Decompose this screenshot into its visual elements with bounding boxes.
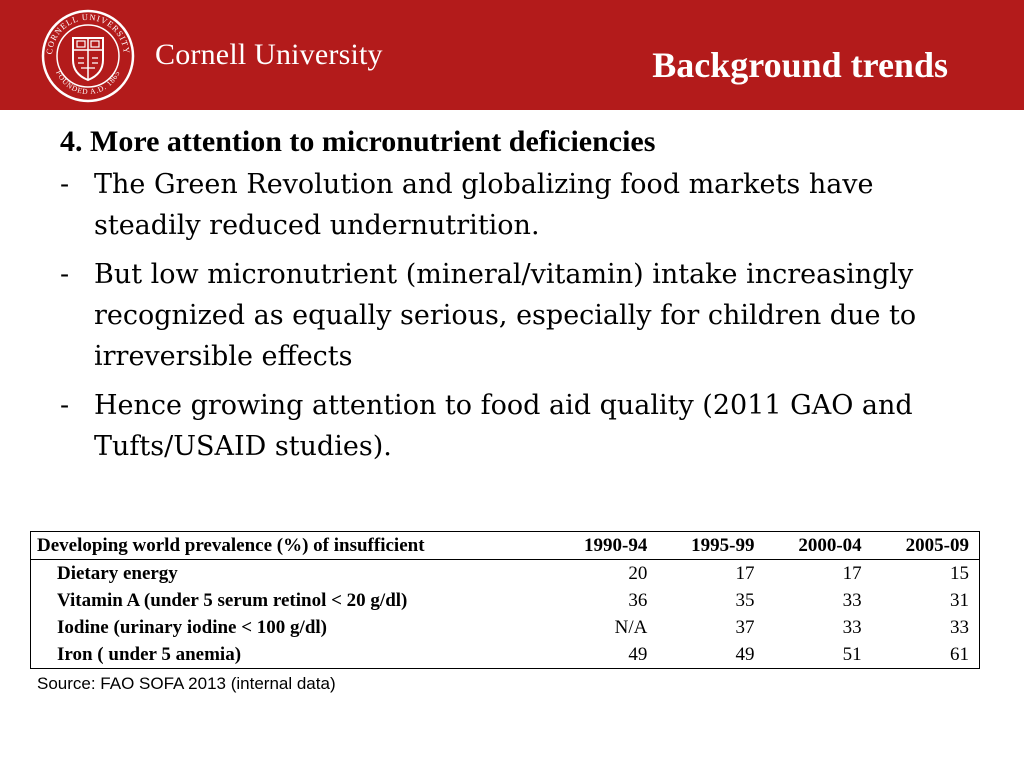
row-label: Iodine (urinary iodine < 100 g/dl)	[57, 617, 327, 638]
table-row	[31, 614, 980, 641]
row-label: Vitamin A (under 5 serum retinol < 20 g/dl)	[57, 590, 408, 611]
table-cell: 36	[628, 590, 648, 611]
svg-text:CORNELL UNIVERSITY: CORNELL UNIVERSITY	[43, 11, 133, 55]
bullet-text: The Green Revolution and globalizing food markets have steadily reduced undernutrition.	[94, 169, 874, 241]
bullet-text: But low micronutrient (mineral/vitamin) intake increasingly recognized as equally serious, especially for children due to irreversible effects	[94, 259, 917, 372]
table-header-period: 2005-09	[905, 535, 969, 556]
table-cell: 37	[735, 617, 755, 638]
table-header-period: 2000-04	[798, 535, 862, 556]
table-cell: 61	[950, 644, 969, 665]
bullet-list	[60, 164, 970, 467]
table-cell: 49	[735, 644, 755, 665]
table-cell: 33	[950, 617, 969, 638]
table-header-row	[31, 532, 980, 560]
source-note: Source: FAO SOFA 2013 (internal data)	[37, 674, 336, 693]
bullet-item	[60, 254, 970, 377]
university-name: Cornell University	[155, 38, 383, 71]
slide-content	[60, 124, 970, 475]
table-header-period: 1990-94	[584, 535, 648, 556]
bullet-item	[60, 164, 970, 246]
table-cell: N/A	[614, 617, 648, 638]
row-label: Dietary energy	[57, 563, 178, 584]
table-cell: 17	[842, 563, 862, 584]
table-cell: 31	[950, 590, 969, 611]
table-cell: 51	[842, 644, 862, 665]
svg-text:FOUNDED A.D. 1865: FOUNDED A.D. 1865	[54, 68, 122, 97]
header-banner	[0, 0, 1024, 110]
bullet-marker: -	[60, 259, 70, 290]
cornell-seal-logo	[40, 8, 136, 104]
table-header-period: 1995-99	[691, 535, 755, 556]
table-cell: 20	[628, 563, 648, 584]
table-cell: 33	[842, 590, 862, 611]
prevalence-table	[30, 531, 980, 669]
table-cell: 15	[950, 563, 969, 584]
table-row	[31, 560, 980, 588]
section-heading: 4. More attention to micronutrient deficiencies	[60, 125, 656, 158]
table-row	[31, 641, 980, 669]
slide-title: Background trends	[652, 45, 948, 85]
bullet-item	[60, 385, 970, 467]
row-label: Iron ( under 5 anemia)	[57, 644, 242, 665]
table-cell: 17	[735, 563, 755, 584]
table-cell: 35	[735, 590, 755, 611]
table-cell: 33	[842, 617, 862, 638]
bullet-marker: -	[60, 169, 70, 200]
table-cell: 49	[628, 644, 648, 665]
table-row	[31, 587, 980, 614]
bullet-marker: -	[60, 390, 70, 421]
table-header-label: Developing world prevalence (%) of insufficient	[37, 535, 425, 556]
bullet-text: Hence growing attention to food aid quality (2011 GAO and Tufts/USAID studies).	[94, 390, 913, 462]
